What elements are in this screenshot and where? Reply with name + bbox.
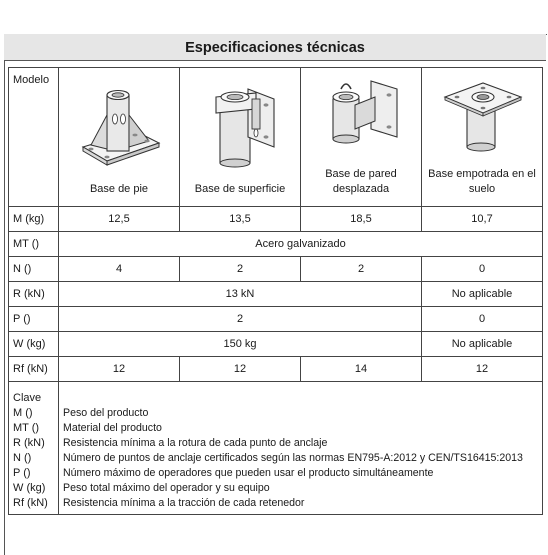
model-cell-flush-floor [422, 68, 543, 207]
model-label: Modelo [9, 68, 59, 207]
legend-key: M () [13, 406, 33, 419]
row-label: MT () [9, 232, 59, 257]
cell-value: 4 [59, 257, 180, 282]
legend-key: Rf (kN) [13, 496, 48, 509]
row-label: Rf (kN) [9, 357, 59, 382]
cell-value: 12 [59, 357, 180, 382]
row-r [9, 282, 543, 307]
model-name: Base de pie [89, 183, 149, 195]
legend-description: Resistencia mínima a la rotura de cada punto de anclaje [63, 436, 328, 449]
legend-description: Peso total máximo del operador y su equipo [63, 481, 270, 494]
cell-value: 2 [180, 257, 301, 282]
legend-description: Número de puntos de anclaje certificados según las normas EN795-A:2012 y CEN/TS16415:2013 [63, 451, 523, 464]
legend-description: Número máximo de operadores que pueden usar el producto simultáneamente [63, 466, 434, 479]
row-n [9, 257, 543, 282]
cell-value: 13 kN [59, 282, 422, 307]
model-row [9, 68, 543, 207]
legend-title: Clave [13, 391, 42, 404]
legend-description: Resistencia mínima a la tracción de cada retenedor [63, 496, 305, 509]
legend-key: MT () [13, 421, 40, 434]
cell-value: 2 [59, 307, 422, 332]
floor-base-icon [77, 75, 161, 171]
model-cell-floor [59, 68, 180, 207]
cell-value: 10,7 [422, 207, 543, 232]
row-label: P () [9, 307, 59, 332]
legend-descriptions [59, 382, 543, 515]
cell-value: 18,5 [301, 207, 422, 232]
row-label: R (kN) [9, 282, 59, 307]
row-label: N () [9, 257, 59, 282]
offset-wall-base-icon [319, 75, 403, 157]
model-cell-surface [180, 68, 301, 207]
cell-value: 12,5 [59, 207, 180, 232]
cell-value: 14 [301, 357, 422, 382]
cell-value: 12 [180, 357, 301, 382]
cell-value: No aplicable [422, 332, 543, 357]
spec-table [8, 67, 543, 515]
cell-value: 12 [422, 357, 543, 382]
model-name: Base empotrada en el suelo [428, 168, 536, 195]
cell-value: Acero galvanizado [59, 232, 543, 257]
row-m [9, 207, 543, 232]
cell-value: 150 kg [59, 332, 422, 357]
row-p [9, 307, 543, 332]
cell-value: No aplicable [422, 282, 543, 307]
legend-keys [9, 382, 59, 515]
cell-value: 0 [422, 307, 543, 332]
legend-row [9, 382, 543, 515]
model-name: Base de superficie [194, 183, 286, 195]
row-label: M (kg) [9, 207, 59, 232]
legend-key: N () [13, 451, 32, 464]
row-rf [9, 357, 543, 382]
cell-value: 13,5 [180, 207, 301, 232]
section-title: Especificaciones técnicas [4, 34, 546, 61]
model-name: Base de pared desplazada [325, 168, 397, 195]
surface-base-icon [198, 75, 282, 171]
row-label: W (kg) [9, 332, 59, 357]
model-cell-offset-wall [301, 68, 422, 207]
cell-value: 2 [301, 257, 422, 282]
legend-description: Peso del producto [63, 406, 149, 419]
row-mt [9, 232, 543, 257]
row-w [9, 332, 543, 357]
legend-description: Material del producto [63, 421, 162, 434]
legend-key: R (kN) [13, 436, 45, 449]
legend-key: P () [13, 466, 31, 479]
flush-floor-base-icon [437, 75, 527, 157]
cell-value: 0 [422, 257, 543, 282]
legend-key: W (kg) [13, 481, 46, 494]
